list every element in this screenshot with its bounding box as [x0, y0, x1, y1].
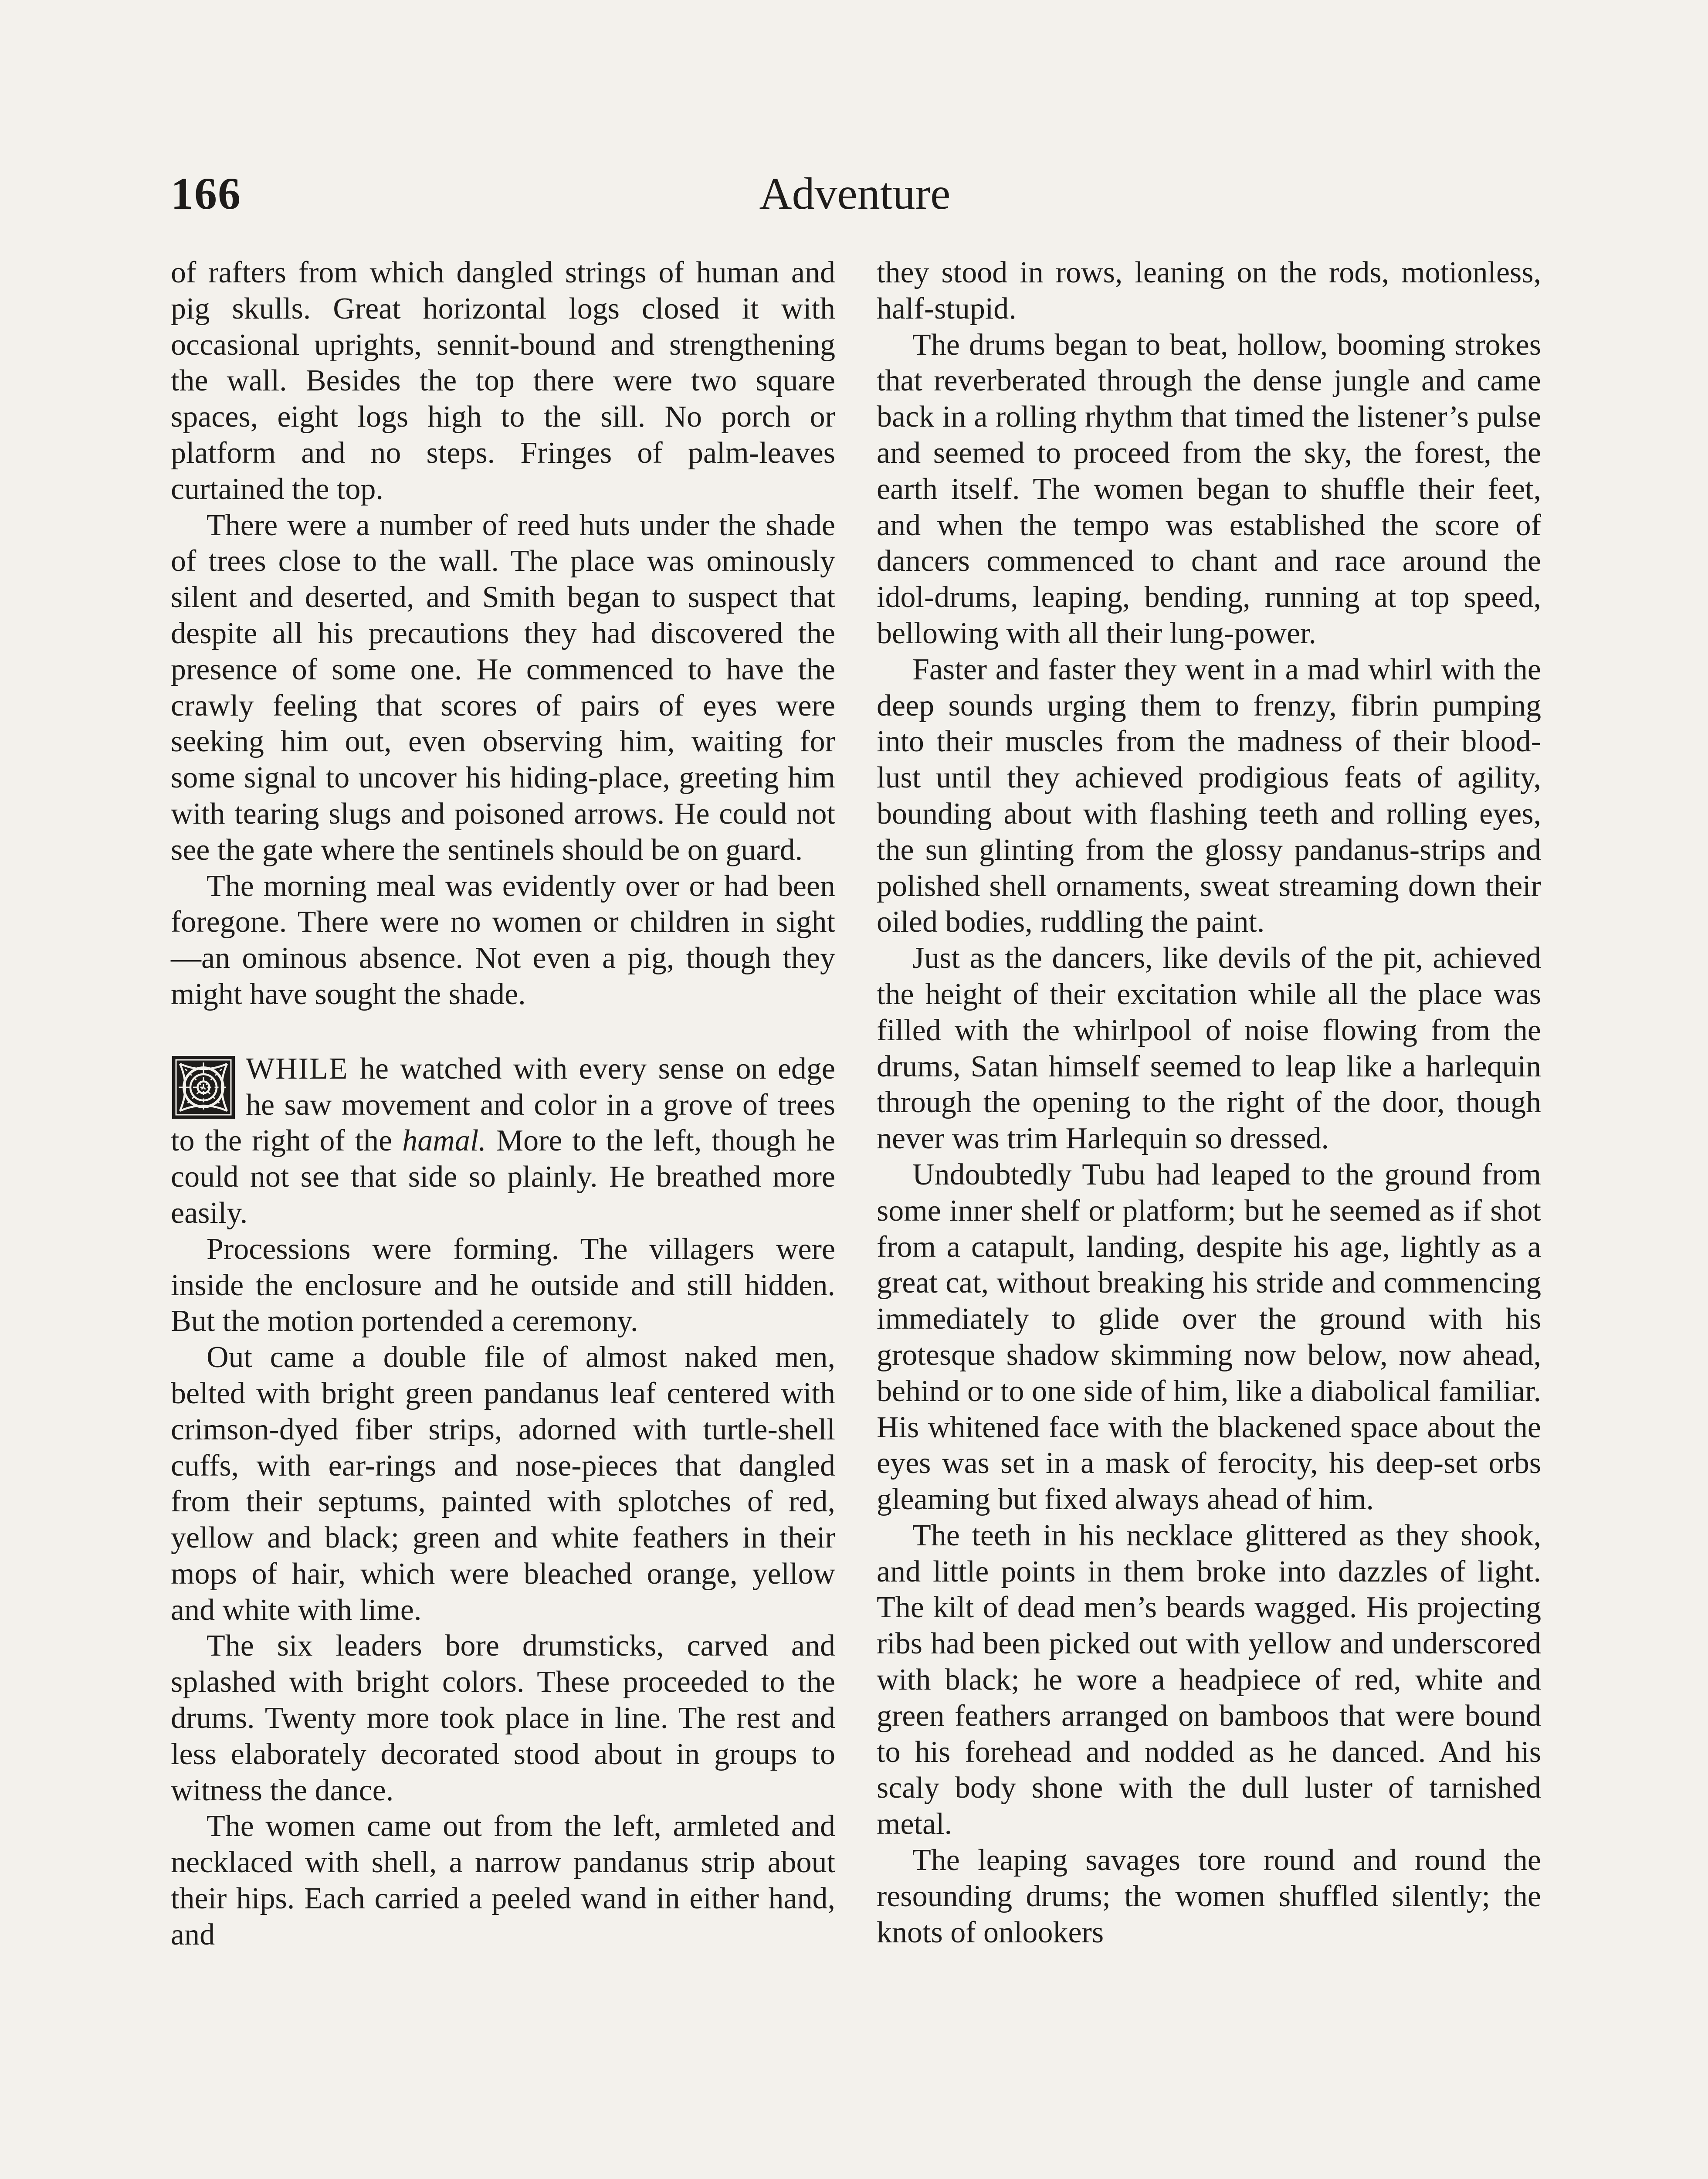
- page-header: [171, 161, 1539, 227]
- celtic-knot-ornament-icon: [171, 1055, 236, 1120]
- running-title: Adventure: [759, 169, 951, 219]
- paragraph: The teeth in his necklace glittered as they shook, and little points in them broke into dazzles of light. The kilt of dead men’s beards wagged. His projecting ribs had been picked out with yellow and underscored with black; he wore a headpiece of red, white and green feathers arranged on bamboos that were bound to his forehead and nodded as he danced. And his scaly body shone with the dull luster of tarnished metal.: [877, 1518, 1541, 1841]
- paragraph: Processions were forming. The villagers were inside the enclosure and he outside and still hidden. But the motion portended a ceremony.: [171, 1232, 835, 1338]
- paragraph: they stood in rows, leaning on the rods, motionless, half-stupid.: [877, 256, 1541, 326]
- paragraph: Out came a double file of almost naked men, belted with bright green pandanus leaf centered with crimson-dyed fiber strips, adorned with turtle-shell cuffs, with ear-rings and nose-pieces that dangled from their septums, painted with splotches of red, yellow and black; green and white feathers in their mops of hair, which were bleached orange, yellow and white with lime.: [171, 1341, 835, 1627]
- right-column: [877, 255, 1541, 1951]
- drop-lead-word: WHILE: [246, 1052, 349, 1086]
- paragraph: The drums began to beat, hollow, booming strokes that reverberated through the dense jungle and came back in a rolling rhythm that timed the listener’s pulse and seemed to proceed from the sky, the forest, the earth itself. The women began to shuffle their feet, and when the tempo was established the score of dancers commenced to chant and race around the idol-drums, leaping, bending, running at top speed, bellowing with all their lung-power.: [877, 328, 1541, 650]
- paragraph: Faster and faster they went in a mad whirl with the deep sounds urging them to frenzy, fibrin pumping into their muscles from the madness of their blood-lust until they achieved prodigious feats of agility, bounding about with flashing teeth and rolling eyes, the sun glinting from the glossy pandanus-strips and polished shell ornaments, sweat streaming down their oiled bodies, ruddling the paint.: [877, 652, 1541, 939]
- page-number: 166: [171, 169, 241, 219]
- section-opening-paragraph: [171, 1051, 835, 1232]
- left-column: [171, 255, 835, 1953]
- paragraph: of rafters from which dangled strings of human and pig skulls. Great horizontal logs closed it with occasional uprights, sennit-bound and strengthening the wall. Besides the top there were two square spaces, eight logs high to the sill. No porch or platform and no steps. Fringes of palm-leaves curtained the top.: [171, 256, 835, 506]
- paragraph: The six leaders bore drumsticks, carved and splashed with bright colors. These proceeded to the drums. Twenty more took place in line. The rest and less elaborately decorated stood about in groups to witness the dance.: [171, 1629, 835, 1807]
- paragraph: Undoubtedly Tubu had leaped to the ground from some inner shelf or platform; but he seemed as if shot from a catapult, landing, despite his age, lightly as a great cat, without breaking his stride and commencing immediately to glide over the ground with his grotesque shadow skimming now below, now ahead, behind or to one side of him, like a diabolical familiar. His whitened face with the blackened space about the eyes was set in a mask of ferocity, his deep-set orbs gleaming but fixed always ahead of him.: [877, 1157, 1541, 1517]
- paragraph: Just as the dancers, like devils of the pit, achieved the height of their excitation while all the place was filled with the whirlpool of noise flowing from the drums, Satan himself seemed to leap like a harlequin through the opening to the right of the door, though never was trim Harlequin so dressed.: [877, 941, 1541, 1156]
- italic-word: hamal.: [402, 1124, 486, 1158]
- paragraph: The leaping savages tore round and round the resounding drums; the women shuffled silently; the knots of onlookers: [877, 1843, 1541, 1949]
- paragraph: The women came out from the left, armleted and necklaced with shell, a narrow pandanus strip about their hips. Each carried a peeled wand in either hand, and: [171, 1809, 835, 1952]
- paragraph-text: More to the left, though he could not see that side so plainly. He breathed more easily.: [171, 1124, 835, 1230]
- paragraph-text: he watched with every sense on edge he saw movement and color in a grove of trees to the right of the: [171, 1052, 835, 1158]
- paragraph: The morning meal was evidently over or had been foregone. There were no women or children in sight—an ominous absence. Not even a pig, though they might have sought the shade.: [171, 869, 835, 1011]
- paragraph: There were a number of reed huts under the shade of trees close to the wall. The place was ominously silent and deserted, and Smith began to suspect that despite all his precautions they had discovered the presence of some one. He commenced to have the crawly feeling that scores of pairs of eyes were seeking him out, even observing him, waiting for some signal to uncover his hiding-place, greeting him with tearing slugs and poisoned arrows. He could not see the gate where the sentinels should be on guard.: [171, 508, 835, 867]
